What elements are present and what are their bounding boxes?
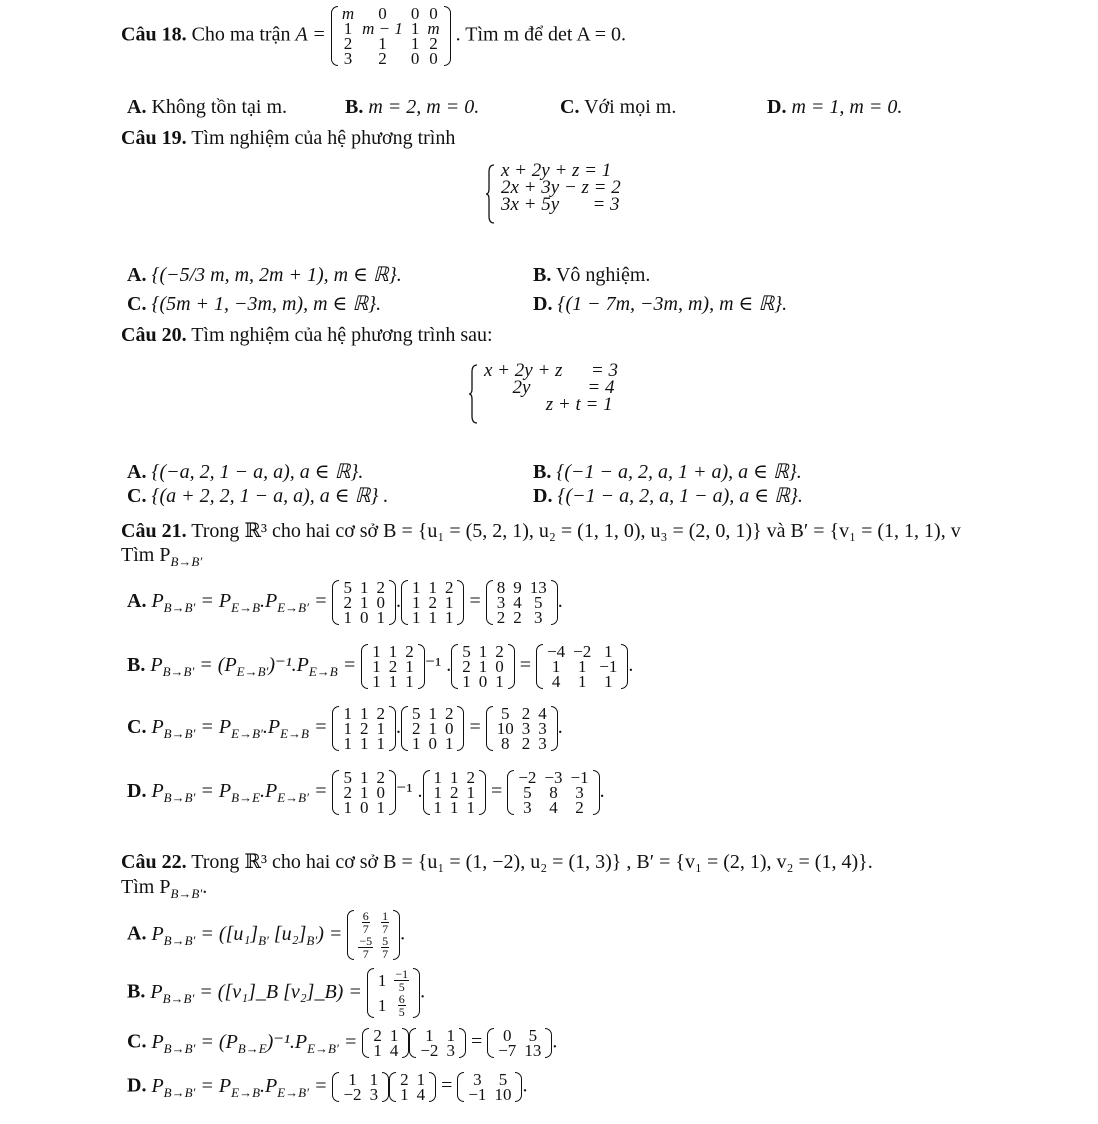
q20-option-b: B. {(−1 − a, 2, a, 1 + a), a ∈ ℝ}. — [533, 461, 802, 483]
q20-label: Câu 20. — [121, 324, 187, 346]
q22-option-c-label: C. — [127, 1030, 152, 1053]
q21-option-a-matrix-1: 5 1 2 2 1 0 1 0 1 — [332, 580, 396, 625]
q21-find: Tìm $P_{B\to B'}$ — [121, 544, 203, 569]
q18-lhs: A = — [295, 23, 326, 46]
q22-option-c: C. $P_{B\to B'} = (P_{B\to E})^{-1}.P_{E\to B'}$ = 2 1 1 4 1 1 −2 3 = 0 5 −7 13 . — [127, 1026, 558, 1060]
q21-option-b: B. $P_{B\to B'} = (P_{E\to B'})^{-1}.P_{E\to B}$ = 1 1 2 1 2 1 1 1 1 ⁻¹ . 5 1 2 2 1 0 1 0 1 = −4 −2 1 1 1 −1 4 1 1 . — [127, 642, 634, 691]
q22-option-d-matrix-1: 1 1 −2 3 — [332, 1072, 389, 1102]
q22-prompt: Trong ℝ³ cho hai cơ sở B = {u₁ = (1, −2), u₂ = (1, 3)} , B′ = {v₁ = (2, 1), v₂ = (1, 4)}. — [191, 851, 873, 873]
q22-option-c-matrix-result: 0 5 −7 13 — [487, 1028, 552, 1058]
q22-find: Tìm $P_{B\to B'}$. — [121, 876, 208, 901]
q21-option-c: C. $P_{B\to B'} = P_{E\to B'}.P_{E\to B}$ = 1 1 2 1 2 1 1 1 1 . 5 1 2 2 1 0 1 0 1 = 5 2 4 10 3 3 8 2 3 . — [127, 704, 563, 753]
q21-option-b-matrix-result: −4 −2 1 1 1 −1 4 1 1 — [536, 644, 628, 689]
q21-option-d-matrix-1: 5 1 2 2 1 0 1 0 1 — [332, 770, 396, 815]
q19-option-d: D. {(1 − 7m, −3m, m), m ∈ ℝ}. — [533, 293, 788, 315]
q21-option-d: D. $P_{B\to B'} = P_{B\to E}.P_{E\to B'}$ = 5 1 2 2 1 0 1 0 1 ⁻¹ . 1 1 2 1 2 1 1 1 1 = −2 −3 −1 5 8 3 3 4 2 . — [127, 768, 605, 817]
q20-option-d: D. {(−1 − a, 2, a, 1 − a), a ∈ ℝ}. — [533, 485, 803, 507]
q22-option-d-matrix-result: 3 5 −1 10 — [457, 1072, 522, 1102]
q21-option-a: A. $P_{B\to B'} = P_{E\to B}.P_{E\to B'}$ = 5 1 2 2 1 0 1 0 1 . 1 1 2 1 2 1 1 1 1 = 8 9 13 3 4 5 2 2 3 . — [127, 578, 563, 627]
q22-stem — [121, 850, 873, 874]
q21-option-c-matrix-result: 5 2 4 10 3 3 8 2 3 — [486, 706, 558, 751]
q19-system: x + 2y + z = 1 2x + 3y − z = 2 3x + 5y = 3 — [485, 162, 621, 213]
q21-option-a-matrix-2: 1 1 2 1 2 1 1 1 1 — [401, 580, 465, 625]
q20-option-c: C. {(a + 2, 2, 1 − a, a), a ∈ ℝ} . — [127, 485, 389, 507]
q18-option-d: D. m = 1, m = 0. — [767, 96, 903, 118]
q18-stem — [121, 6, 626, 66]
q18-prefix: Cho ma trận — [191, 23, 291, 46]
q18-suffix: . Tìm m để det A = 0. — [455, 23, 626, 46]
q22-option-b-label: B. — [127, 980, 151, 1003]
q18-label: Câu 18. — [121, 23, 187, 46]
q21-option-a-matrix-result: 8 9 13 3 4 5 2 2 3 — [486, 580, 558, 625]
q21-option-d-matrix-2: 1 1 2 1 2 1 1 1 1 — [423, 770, 487, 815]
q19-option-a: A. {(−5/3 m, m, 2m + 1), m ∈ ℝ}. — [127, 264, 402, 286]
q18-matrix: m 0 0 0 1 m − 1 1 m 2 1 1 2 3 2 0 0 — [331, 6, 451, 66]
q21-option-d-matrix-result: −2 −3 −1 5 8 3 3 4 2 — [507, 770, 599, 815]
q19-prompt: Tìm nghiệm của hệ phương trình — [191, 127, 456, 149]
q20-stem — [121, 323, 493, 347]
q20-option-a: A. {(−a, 2, 1 − a, a), a ∈ ℝ}. — [127, 461, 364, 483]
q22-option-d: D. $P_{B\to B'} = P_{E\to B}.P_{E\to B'}$ = 1 1 −2 3 2 1 1 4 = 3 5 −1 10 . — [127, 1070, 528, 1104]
q22-option-a-matrix: $\frac{6}{7}$ $\frac{1}{7}$ $\frac{-5}{7}$ $\frac{5}{7}$ — [347, 910, 400, 960]
q18-option-b: B. m = 2, m = 0. — [345, 96, 480, 118]
q22-option-a: A. $P_{B\to B'} = ([u_1]_{B'}$ $[u_2]_{B'}$) = $\frac{6}{7}$ $\frac{1}{7}$ $\frac{-5}{7}$ $\frac{5}{7}$ . — [127, 909, 406, 961]
q21-label: Câu 21. — [121, 520, 187, 542]
q21-option-d-label: D. — [127, 780, 152, 803]
q22-option-c-matrix-1: 2 1 1 4 — [362, 1028, 409, 1058]
q22-option-d-label: D. — [127, 1074, 152, 1097]
q19-option-c: C. {(5m + 1, −3m, m), m ∈ ℝ}. — [127, 293, 382, 315]
q22-option-d-matrix-2: 2 1 1 4 — [389, 1072, 436, 1102]
q18-option-a: A. Không tồn tại m. — [127, 96, 287, 118]
q22-option-c-matrix-2: 1 1 −2 3 — [409, 1028, 466, 1058]
q22-option-b: B. $P_{B\to B'}$ = ([v₁]_B [v₂]_B) = 1 $\frac{-1}{5}$ 1 $\frac{6}{5}$ . — [127, 967, 426, 1019]
q21-prompt: Trong ℝ³ cho hai cơ sở B = {u₁ = (5, 2, 1), u₂ = (1, 1, 0), u₃ = (2, 0, 1)} và B′ = {v₁ = (1, 1, 1), v — [191, 520, 961, 542]
q21-option-c-matrix-2: 5 1 2 2 1 0 1 0 1 — [401, 706, 465, 751]
q20-system: x + 2y + z = 3 2y = 4 z + t = 1 — [468, 362, 618, 413]
q20-prompt: Tìm nghiệm của hệ phương trình sau: — [191, 324, 493, 346]
q22-label: Câu 22. — [121, 851, 187, 873]
q21-option-b-matrix-1: 1 1 2 1 2 1 1 1 1 — [361, 644, 425, 689]
q22-option-a-label: A. — [127, 922, 152, 945]
q21-option-b-label: B. — [127, 654, 151, 677]
q21-option-a-label: A. — [127, 590, 152, 613]
q21-option-b-matrix-2: 5 1 2 2 1 0 1 0 1 — [451, 644, 515, 689]
q18-option-c: C. Với mọi m. — [560, 96, 677, 118]
q21-stem — [121, 519, 961, 543]
q22-option-b-matrix: 1 $\frac{-1}{5}$ 1 $\frac{6}{5}$ — [367, 968, 420, 1018]
q21-option-c-matrix-1: 1 1 2 1 2 1 1 1 1 — [332, 706, 396, 751]
q19-option-b: B. Vô nghiệm. — [533, 264, 651, 286]
q21-option-c-label: C. — [127, 716, 152, 739]
q19-label: Câu 19. — [121, 127, 187, 149]
q19-stem — [121, 126, 455, 150]
